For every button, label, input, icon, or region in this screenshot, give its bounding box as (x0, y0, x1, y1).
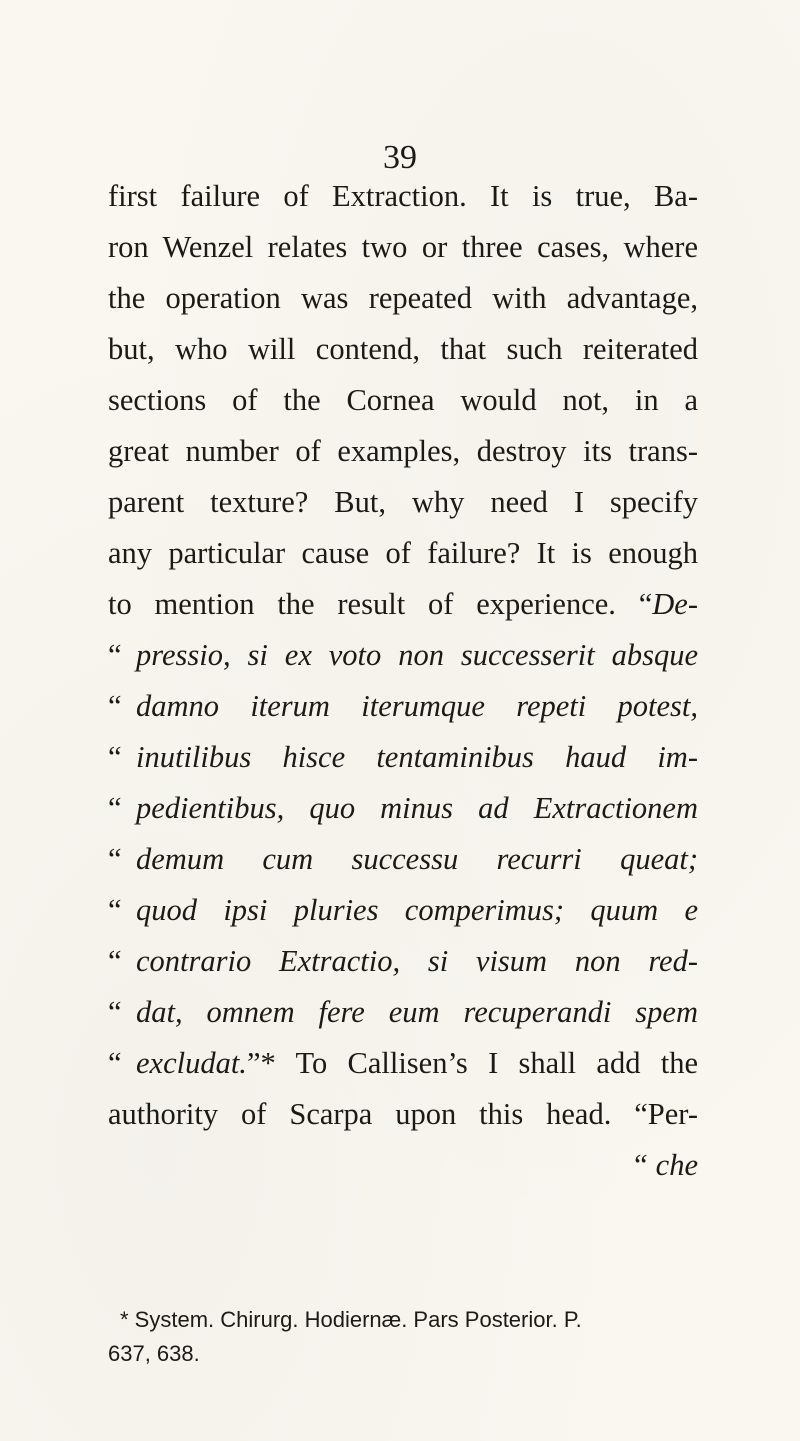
text-line (108, 1089, 698, 1140)
text-line (108, 375, 698, 426)
body-text (108, 171, 698, 1191)
quote-mark: “ (108, 689, 122, 723)
latin-quote-text: De- (652, 587, 698, 621)
text-line (108, 477, 698, 528)
footnote-citation: * System. Chirurg. Hodiernæ. Pars Posterior. P. (120, 1307, 582, 1332)
quote-mark: “ (108, 944, 122, 978)
line-text: great number of examples, destroy its trans- (108, 434, 698, 468)
latin-quote-text: dat, omnem fere eum recuperandi spem (136, 995, 698, 1029)
text-line (108, 273, 698, 324)
latin-quote-text: excludat. (136, 1046, 247, 1080)
quote-line (108, 681, 698, 732)
quote-mark: “ (108, 995, 122, 1029)
quote-line (108, 783, 698, 834)
line-text: sections of the Cornea would not, in a (108, 383, 698, 417)
quote-mark: “ (108, 791, 122, 825)
line-text: first failure of Extraction. It is true, Ba- (108, 179, 698, 213)
quote-line (108, 987, 698, 1038)
text-line (108, 528, 698, 579)
quote-line (108, 936, 698, 987)
footnote (108, 1303, 708, 1371)
line-text: ”* To Callisen’s I shall add the (246, 1046, 698, 1080)
text-line (108, 579, 698, 630)
latin-quote-text: inutilibus hisce tentaminibus haud im- (136, 740, 698, 774)
text-line (108, 426, 698, 477)
quote-mark: “ (108, 893, 122, 927)
page-number: 39 (383, 139, 417, 176)
line-text: to mention the result of experience. “ (108, 587, 653, 621)
latin-quote-text: pedientibus, quo minus ad Extractionem (136, 791, 698, 825)
latin-quote-text: quod ipsi pluries comperimus; quum e (136, 893, 698, 927)
quote-line (108, 630, 698, 681)
latin-quote-text: demum cum successu recurri queat; (136, 842, 698, 876)
quote-mark: “ (108, 740, 122, 774)
text-line (108, 324, 698, 375)
footnote-pages: 637, 638. (108, 1341, 200, 1366)
line-text: ron Wenzel relates two or three cases, where (108, 230, 698, 264)
catchword (108, 1140, 698, 1191)
line-text: any particular cause of failure? It is enough (108, 536, 698, 570)
quote-mark: “ (108, 842, 122, 876)
latin-quote-text: pressio, si ex voto non successerit absque (136, 638, 698, 672)
line-text: but, who will contend, that such reiterated (108, 332, 698, 366)
quote-line (108, 834, 698, 885)
line-text: parent texture? But, why need I specify (108, 485, 698, 519)
latin-quote-text: contrario Extractio, si visum non red- (136, 944, 698, 978)
line-text: authority of Scarpa upon this head. “Per- (108, 1097, 698, 1131)
catchword-text: “ che (631, 1148, 698, 1182)
quote-line (108, 1038, 698, 1089)
text-line (108, 171, 698, 222)
quote-line (108, 885, 698, 936)
quote-mark: “ (108, 1046, 122, 1080)
quote-mark: “ (108, 638, 122, 672)
text-line (108, 222, 698, 273)
quote-line (108, 732, 698, 783)
latin-quote-text: damno iterum iterumque repeti potest, (136, 689, 698, 723)
line-text: the operation was repeated with advantage, (108, 281, 698, 315)
